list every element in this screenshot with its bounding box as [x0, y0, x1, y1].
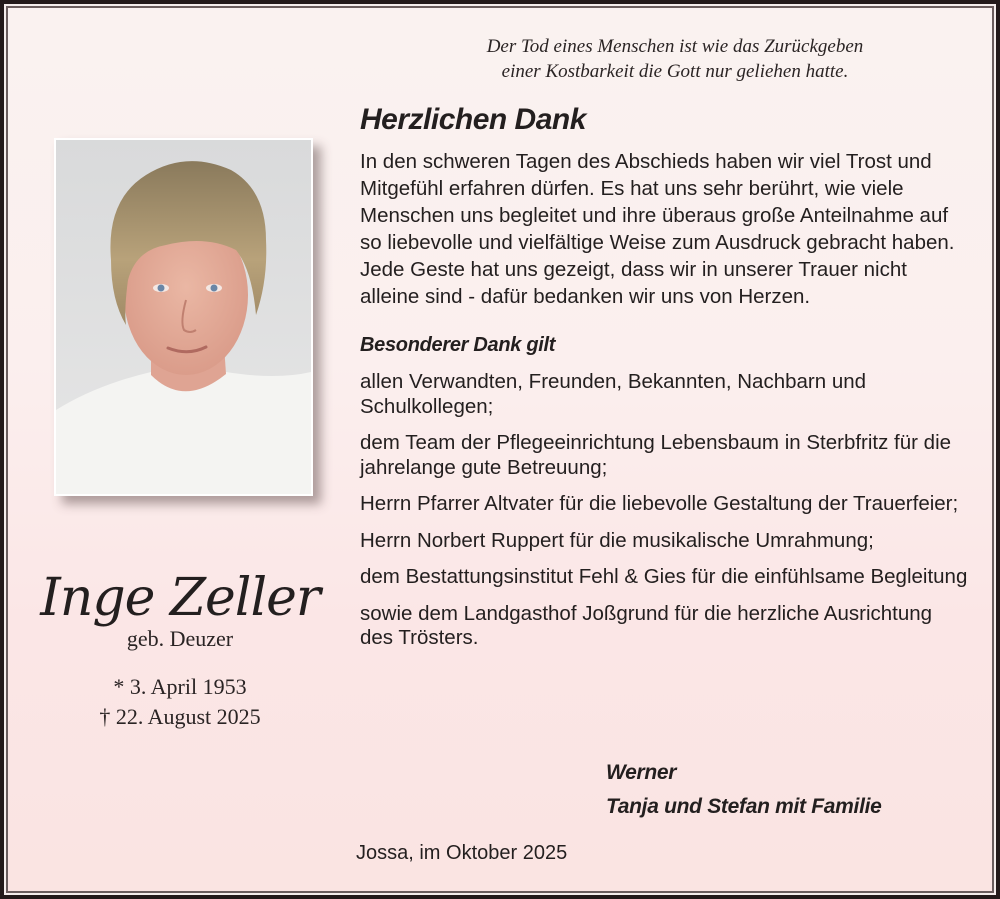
motto-line-2: einer Kostbarkeit die Gott nur geliehen hatte. [501, 61, 849, 82]
heading: Herzlichen Dank [360, 103, 586, 136]
birth-date: * 3. April 1953 [113, 674, 247, 699]
deceased-info [20, 568, 340, 732]
deceased-name: Inge Zeller [40, 568, 320, 628]
subheading: Besonderer Dank gilt [360, 334, 556, 356]
thanks-list [360, 370, 970, 651]
place-date: Jossa, im Oktober 2025 [356, 842, 568, 864]
signer: Tanja und Stefan mit Familie [606, 795, 882, 818]
signers [606, 756, 882, 824]
motto-line-1: Der Tod eines Menschen ist wie das Zurückgeben [486, 36, 864, 57]
thanks-item: allen Verwandten, Freunden, Bekannten, Nachbarn und Schulkollegen; [360, 370, 867, 418]
portrait-image [56, 140, 311, 494]
life-dates [20, 672, 340, 732]
thanks-section [360, 100, 970, 663]
thanks-item: Herrn Norbert Ruppert für die musikalische Umrahmung; [360, 528, 874, 552]
thanks-item: dem Team der Pflegeeinrichtung Lebensbaum in Sterbfritz für die jahrelange gute Betreuung; [360, 431, 952, 479]
signer: Werner [606, 761, 677, 784]
thanks-item: Herrn Pfarrer Altvater für die liebevolle Gestaltung der Trauerfeier; [360, 492, 959, 515]
thanks-item: dem Bestattungsinstitut Fehl & Gies für die einfühlsame Begleitung [360, 565, 968, 588]
thanks-item: sowie dem Landgasthof Joßgrund für die herzliche Ausrichtung des Trösters. [360, 601, 933, 649]
death-date: † 22. August 2025 [99, 704, 261, 729]
intro-paragraph: In den schweren Tagen des Abschieds haben wir viel Trost und Mitgefühl erfahren dürfen. Es hat uns sehr berührt, wie viele Menschen uns begleitet und ihre überaus große Anteilnahme auf so liebevolle und vielfältige Weise zum Ausdruck gebracht haben. Jede Geste hat uns gezeigt, dass wir in unserer Trauer nicht alleine sind - dafür bedanken wir uns von Herzen. [360, 150, 955, 308]
portrait-photo [54, 138, 313, 496]
maiden-name: geb. Deuzer [126, 626, 234, 651]
motto-quote [410, 34, 940, 84]
